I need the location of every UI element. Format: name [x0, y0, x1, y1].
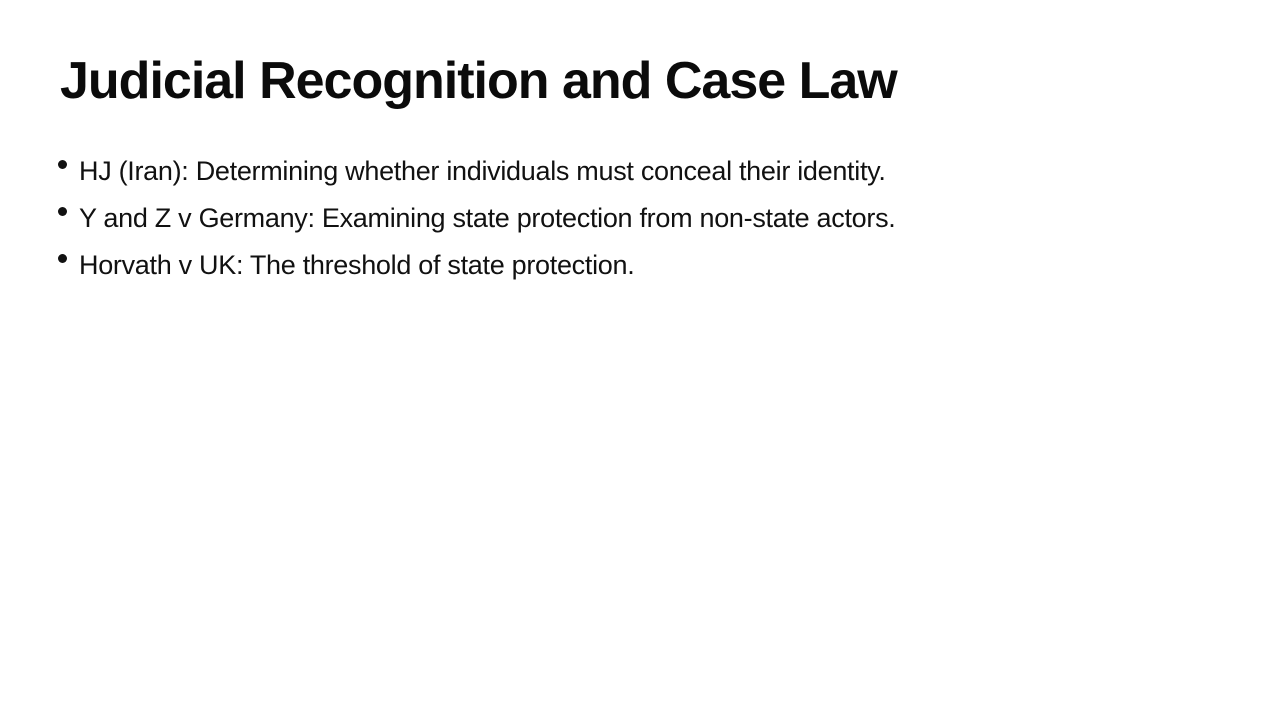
bullet-dot-icon [58, 160, 67, 169]
list-item [58, 195, 1218, 242]
list-item [58, 242, 1218, 289]
list-item [58, 148, 1218, 195]
bullet-list [58, 148, 1218, 289]
bullet-text: Y and Z v Germany: Examining state protection from non-state actors. [79, 203, 896, 233]
bullet-text: HJ (Iran): Determining whether individuals must conceal their identity. [79, 156, 886, 186]
bullet-dot-icon [58, 254, 67, 263]
slide-title: Judicial Recognition and Case Law [60, 52, 897, 110]
bullet-dot-icon [58, 207, 67, 216]
bullet-text: Horvath v UK: The threshold of state protection. [79, 250, 635, 280]
